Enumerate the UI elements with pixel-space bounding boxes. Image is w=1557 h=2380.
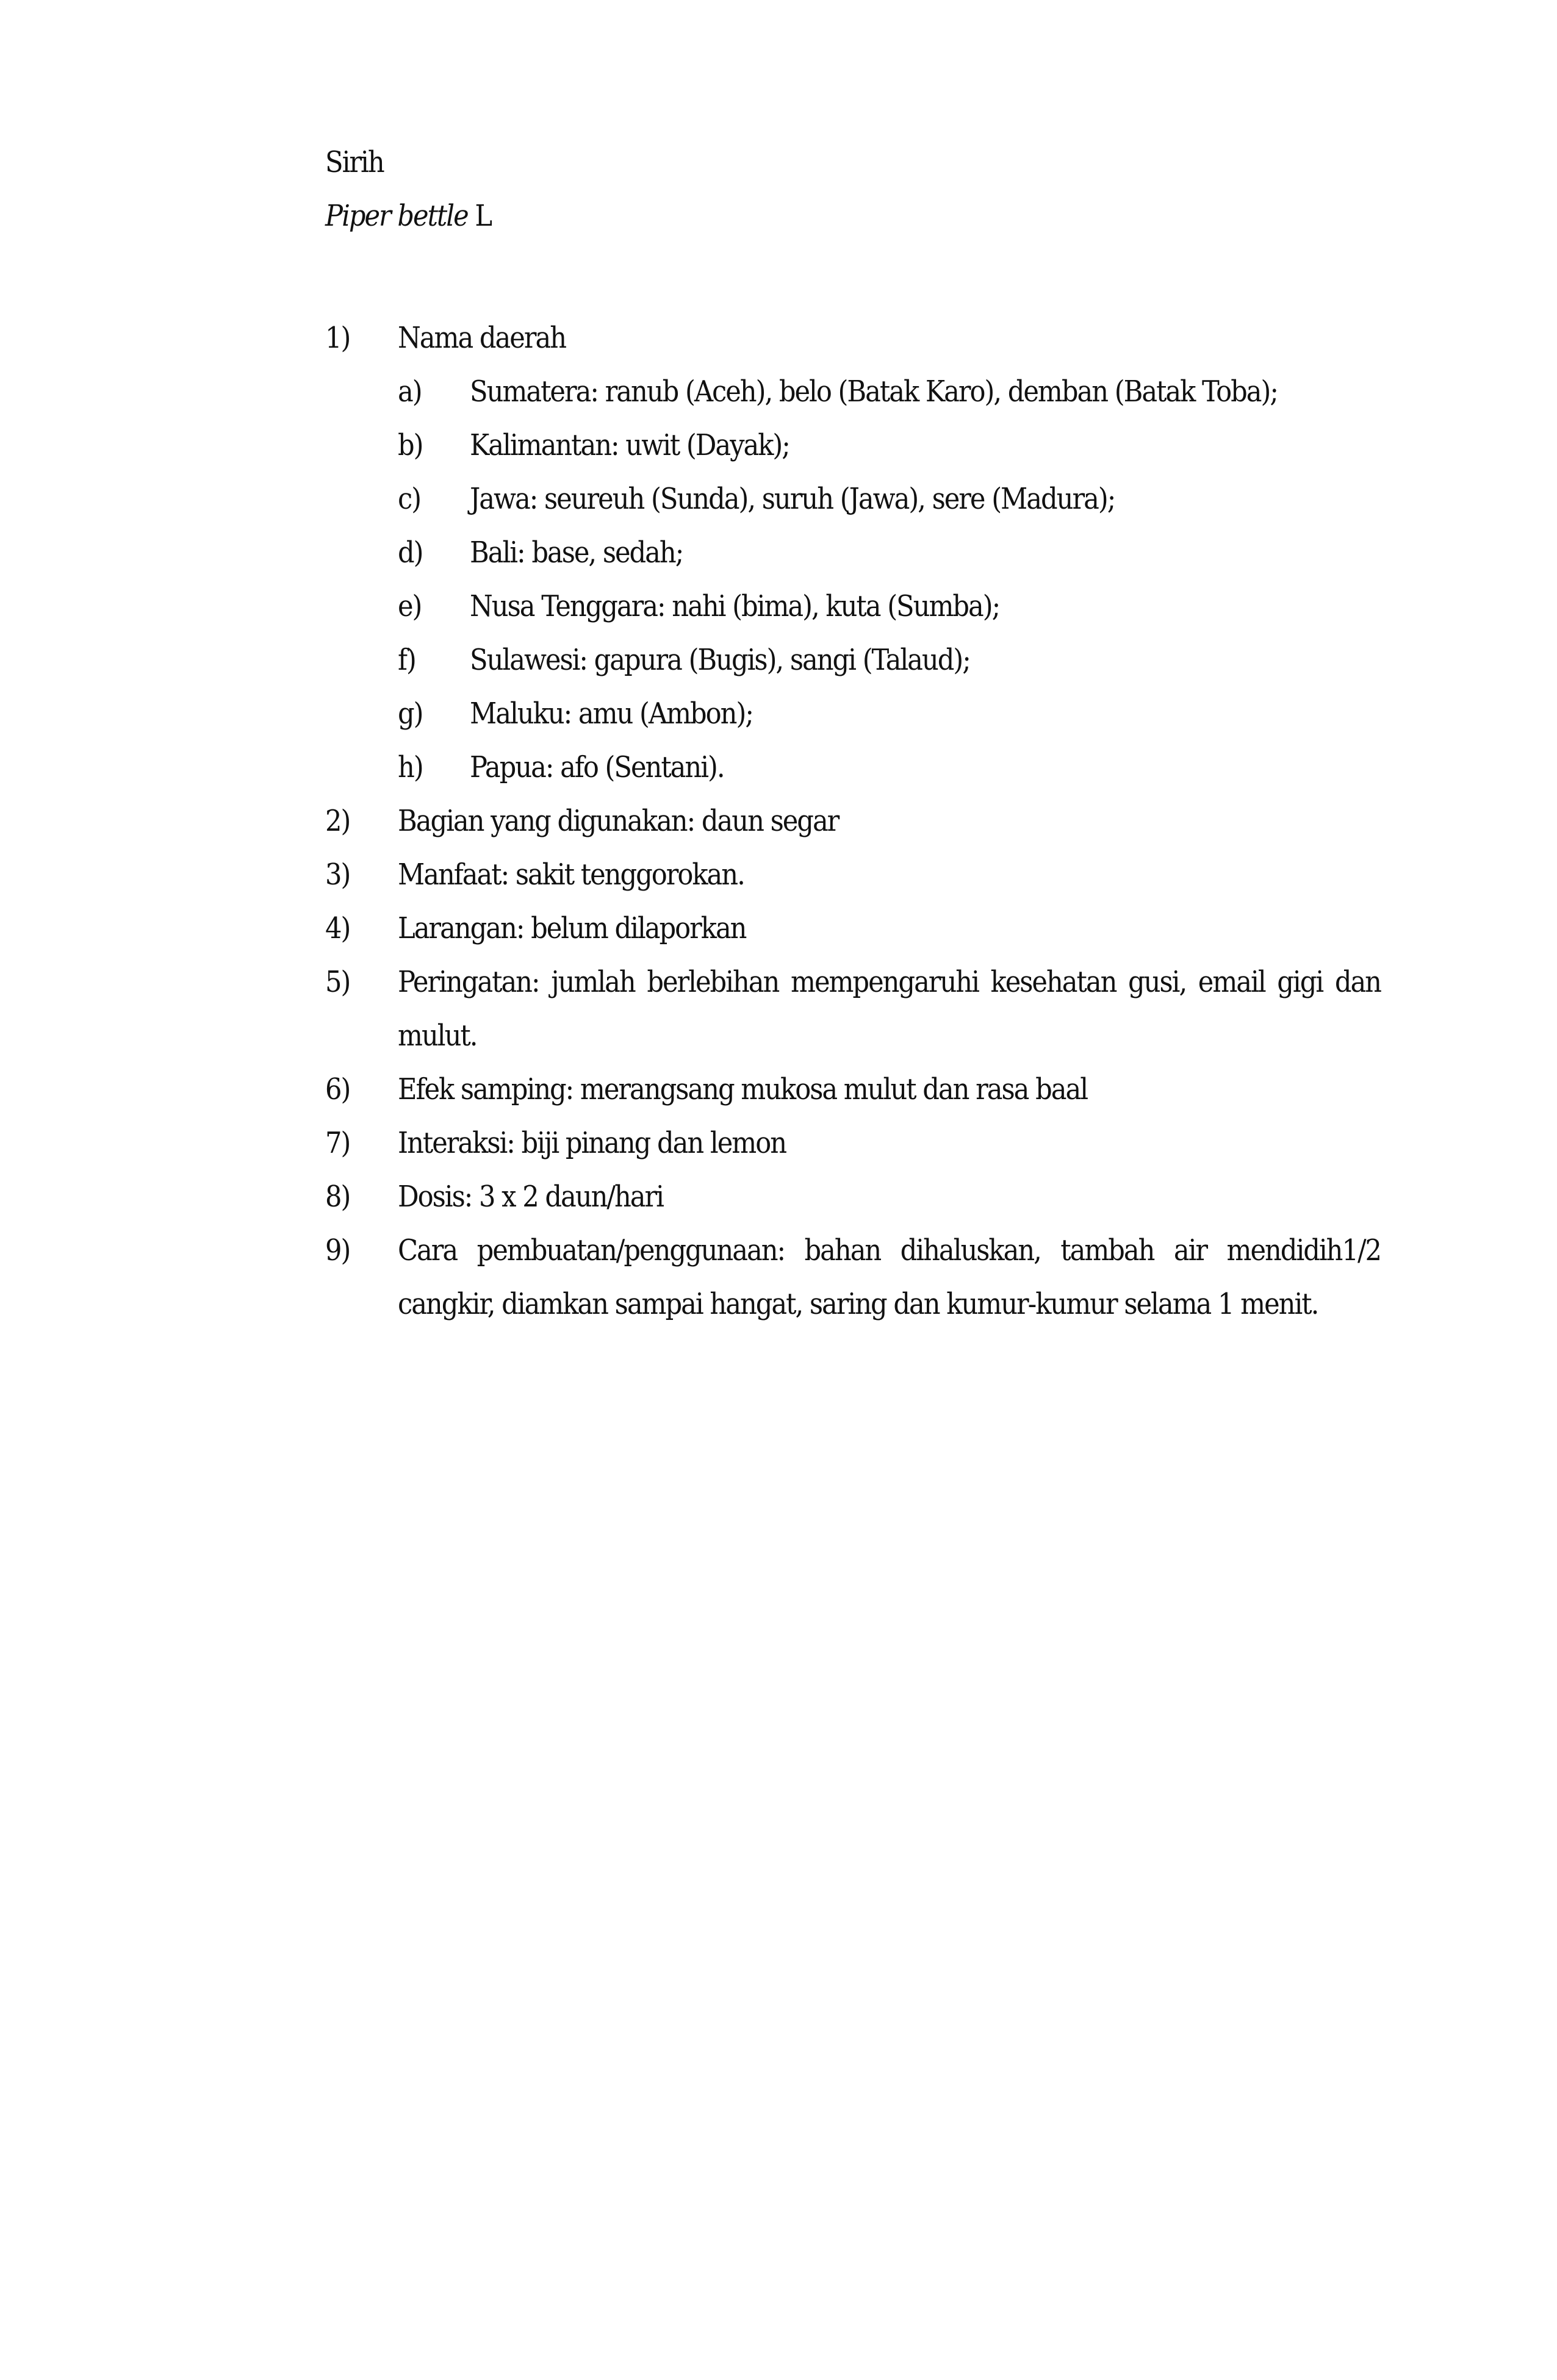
- list-number: 6): [325, 1072, 350, 1106]
- list-item-warning: [325, 955, 1381, 1063]
- list-item-regional-names: [325, 311, 1381, 794]
- plant-latin-name-line: [325, 189, 1381, 243]
- list-item-contraindication: [325, 901, 1381, 955]
- list-text: Dosis: 3 x 2 daun/hari: [398, 1180, 663, 1214]
- sublist-item: [398, 526, 1381, 579]
- sublist-letter: h): [398, 750, 423, 784]
- sublist-item: [398, 472, 1381, 526]
- plant-latin-author: L: [475, 199, 492, 233]
- sublist-text: Papua: afo (Sentani).: [470, 750, 724, 784]
- sublist-letter: e): [398, 589, 422, 623]
- sublist-text: Jawa: seureuh (Sunda), suruh (Jawa), sere (Madura);: [470, 482, 1115, 516]
- sublist-letter: c): [398, 482, 421, 516]
- sublist-item: [398, 579, 1381, 633]
- sublist-letter: b): [398, 428, 423, 462]
- info-list: [325, 311, 1381, 1331]
- regional-names-sublist: [398, 365, 1381, 794]
- list-text: Cara pembuatan/penggunaan: bahan dihaluskan, tambah air mendidih1/2 cangkir, diamkan sampai hangat, saring dan kumur-kumur selama 1 menit.: [398, 1233, 1381, 1321]
- list-number: 7): [325, 1126, 350, 1160]
- list-item-interaction: [325, 1116, 1381, 1170]
- sublist-letter: d): [398, 536, 423, 570]
- sublist-item: [398, 365, 1381, 418]
- sublist-item: [398, 687, 1381, 740]
- sublist-item: [398, 418, 1381, 472]
- sublist-text: Nusa Tenggara: nahi (bima), kuta (Sumba);: [470, 589, 1000, 623]
- list-text: Interaksi: biji pinang dan lemon: [398, 1126, 786, 1160]
- sublist-letter: a): [398, 375, 422, 409]
- sublist-text: Maluku: amu (Ambon);: [470, 697, 753, 731]
- plant-name: Sirih: [325, 145, 384, 179]
- list-number: 8): [325, 1180, 350, 1214]
- list-number: 3): [325, 858, 350, 892]
- list-number: 4): [325, 911, 350, 945]
- sublist-text: Kalimantan: uwit (Dayak);: [470, 428, 789, 462]
- list-text: Manfaat: sakit tenggorokan.: [398, 858, 744, 892]
- sublist-text: Sumatera: ranub (Aceh), belo (Batak Karo), demban (Batak Toba);: [470, 375, 1278, 409]
- sublist-item: [398, 633, 1381, 687]
- list-text: Nama daerah: [398, 321, 566, 355]
- plant-latin-name: Piper bettle: [325, 199, 468, 233]
- sublist-text: Sulawesi: gapura (Bugis), sangi (Talaud);: [470, 643, 970, 677]
- list-item-benefit: [325, 848, 1381, 901]
- sublist-letter: f): [398, 643, 415, 677]
- list-item-part-used: [325, 794, 1381, 848]
- spacer: [325, 243, 1381, 311]
- sublist-letter: g): [398, 697, 423, 731]
- list-number: 2): [325, 804, 350, 838]
- list-text: Peringatan: jumlah berlebihan mempengaruhi kesehatan gusi, email gigi dan mulut.: [398, 965, 1381, 1053]
- list-text: Larangan: belum dilaporkan: [398, 911, 746, 945]
- list-number: 5): [325, 965, 350, 999]
- sublist-text: Bali: base, sedah;: [470, 536, 683, 570]
- document-content: [325, 135, 1381, 1331]
- list-number: 9): [325, 1233, 350, 1267]
- list-number: 1): [325, 321, 350, 355]
- sublist-item: [398, 740, 1381, 794]
- list-item-side-effects: [325, 1063, 1381, 1116]
- list-text: Bagian yang digunakan: daun segar: [398, 804, 839, 838]
- list-item-dosage: [325, 1170, 1381, 1224]
- list-item-preparation: [325, 1224, 1381, 1331]
- list-text: Efek samping: merangsang mukosa mulut dan rasa baal: [398, 1072, 1088, 1106]
